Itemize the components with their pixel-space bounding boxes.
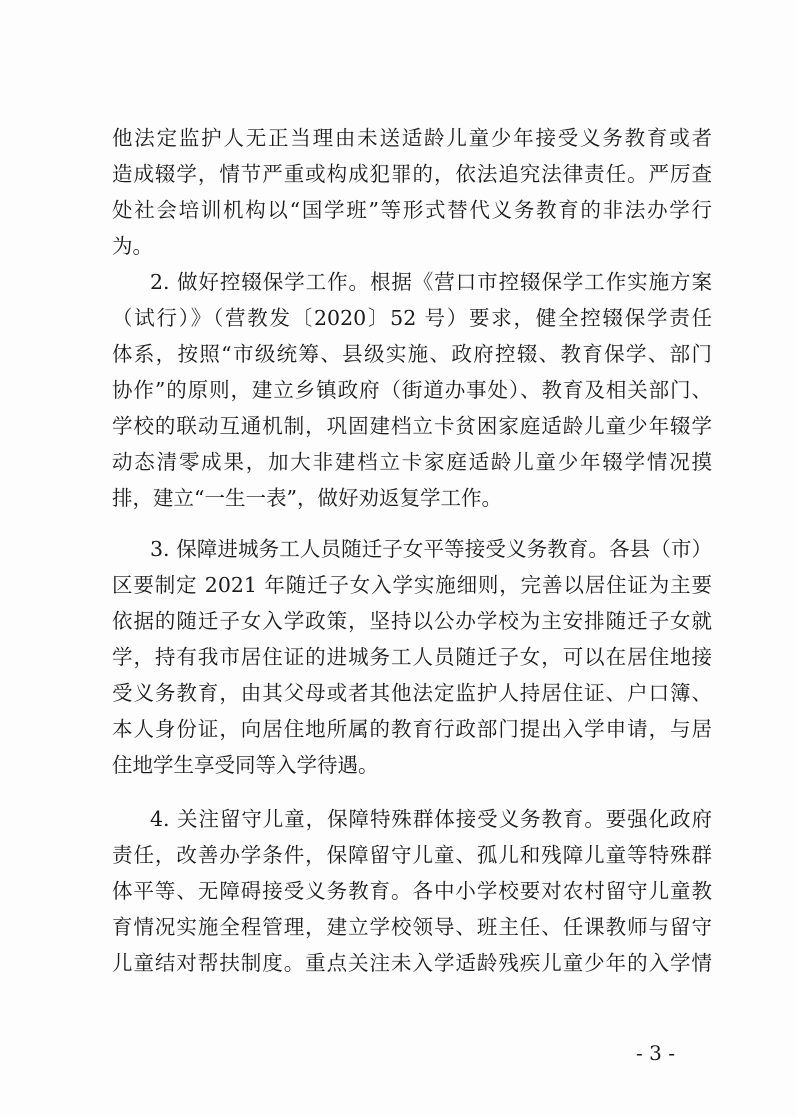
text-line: 住地学生享受同等入学待遇。 xyxy=(112,753,379,777)
paragraph-start-line: 4. 关注留守儿童，保障特殊群体接受义务教育。要强化政府 xyxy=(150,807,712,831)
text-line: （试行）》（营教发〔2020〕52 号）要求，健全控辍保学责任 xyxy=(112,306,712,330)
text-line: 儿童结对帮扶制度。重点关注未入学适龄残疾儿童少年的入学情 xyxy=(112,951,712,975)
text-line: 协作”的原则，建立乡镇政府（街道办事处）、教育及相关部门、 xyxy=(112,378,712,402)
text-line: 排，建立“一生一表”，做好劝返复学工作。 xyxy=(112,486,502,510)
text-line: 造成辍学，情节严重或构成犯罪的，依法追究法律责任。严厉查 xyxy=(112,162,712,186)
text-line: 处社会培训机构以“国学班”等形式替代义务教育的非法办学行 xyxy=(112,198,712,222)
text-line: 责任，改善办学条件，保障留守儿童、孤儿和残障儿童等特殊群 xyxy=(112,843,712,867)
text-line: 体平等、无障碍接受义务教育。各中小学校要对农村留守儿童教 xyxy=(112,879,712,903)
text-line: 他法定监护人无正当理由未送适龄儿童少年接受义务教育或者 xyxy=(112,126,712,150)
paragraph-start-line: 3. 保障进城务工人员随迁子女平等接受义务教育。各县（市） xyxy=(150,537,712,561)
text-line: 体系，按照“市级统筹、县级实施、政府控辍、教育保学、部门 xyxy=(112,342,712,366)
text-line: 育情况实施全程管理，建立学校领导、班主任、任课教师与留守 xyxy=(112,915,712,939)
text-line: 依据的随迁子女入学政策，坚持以公办学校为主安排随迁子女就 xyxy=(112,609,712,633)
text-line: 学，持有我市居住证的进城务工人员随迁子女，可以在居住地接 xyxy=(112,645,712,669)
text-line: 为。 xyxy=(112,234,153,258)
page-number: - 3 - xyxy=(636,1041,675,1065)
text-line: 本人身份证，向居住地所属的教育行政部门提出入学申请，与居 xyxy=(112,717,712,741)
text-line: 区要制定 2021 年随迁子女入学实施细则，完善以居住证为主要 xyxy=(112,573,712,597)
text-line: 学校的联动互通机制，巩固建档立卡贫困家庭适龄儿童少年辍学 xyxy=(112,414,712,438)
text-line: 动态清零成果，加大非建档立卡家庭适龄儿童少年辍学情况摸 xyxy=(112,450,712,474)
paragraph-start-line: 2. 做好控辍保学工作。根据《营口市控辍保学工作实施方案 xyxy=(150,270,712,294)
text-line: 受义务教育，由其父母或者其他法定监护人持居住证、户口簿、 xyxy=(112,681,712,705)
